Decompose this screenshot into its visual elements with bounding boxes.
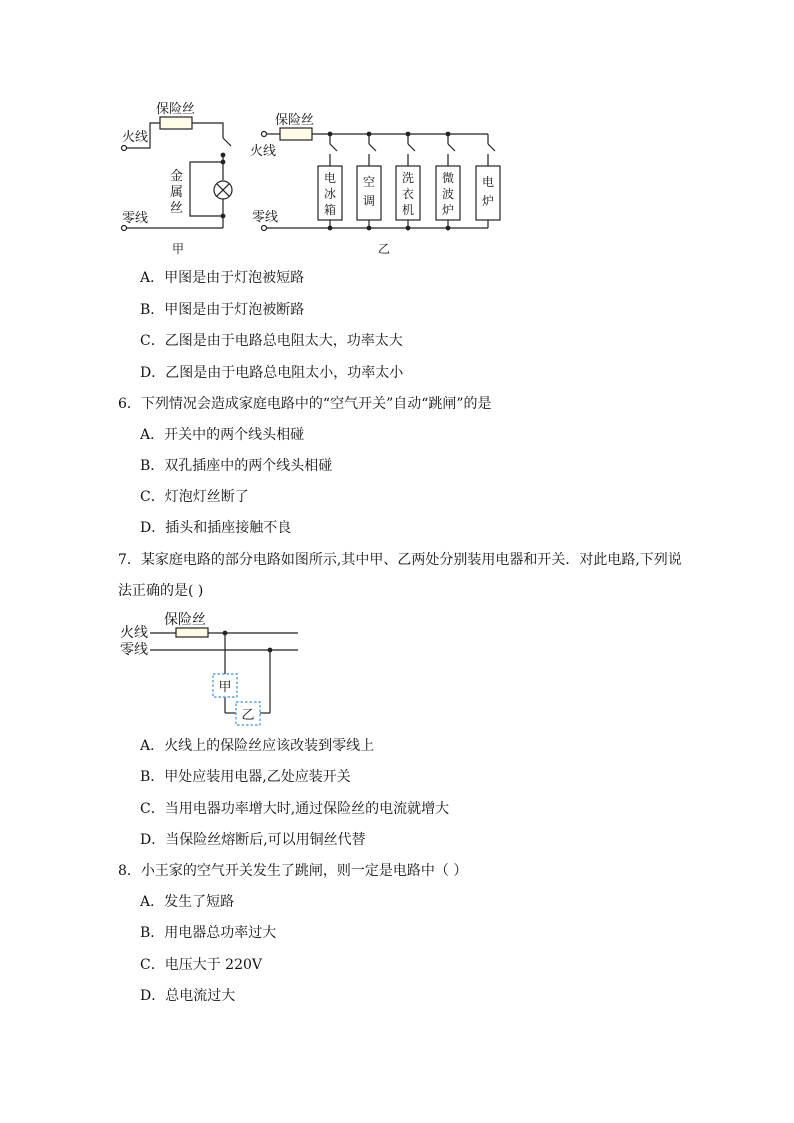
circuit-diagram-jia-yi [0, 0, 794, 270]
q6-option-a: A．开关中的两个线头相碰 [140, 427, 305, 443]
q7-stem-line1: 7．某家庭电路的部分电路如图所示,其中甲、乙两处分别装用电器和开关．对此电路,下列说 [118, 552, 682, 568]
live-label-yi: 火线 [250, 144, 277, 159]
appliance-char: 调 [362, 194, 376, 208]
caption-yi: 乙 [378, 242, 391, 256]
caption-jia: 甲 [172, 242, 185, 256]
q7-option-c: C．当用电器功率增大时,通过保险丝的电流就增大 [140, 801, 450, 817]
appliance-char: 洗 [401, 171, 415, 185]
appliance-char: 箱 [323, 203, 337, 217]
q7-option-a: A．火线上的保险丝应该改装到零线上 [140, 738, 375, 754]
q6-option-c: C．灯泡灯丝断了 [140, 489, 249, 505]
q8-stem: 8．小王家的空气开关发生了跳闸，则一定是电路中（ ） [118, 863, 468, 879]
q8-option-d: D．总电流过大 [140, 988, 236, 1004]
q7-option-b: B．甲处应装用电器,乙处应装开关 [140, 769, 351, 785]
circuit-diagram-q7 [110, 606, 310, 728]
q8-option-a: A．发生了短路 [140, 894, 235, 910]
appliance-char: 炉 [481, 194, 495, 208]
fuse-label-jia: 保险丝 [156, 102, 196, 117]
fuse-label-yi: 保险丝 [275, 113, 315, 128]
appliance-char: 波 [441, 187, 455, 201]
q6-option-b: B．双孔插座中的两个线头相碰 [140, 458, 333, 474]
q7-box-yi-label: 乙 [241, 708, 255, 723]
appliance-char: 衣 [401, 187, 415, 201]
q7-stem-line2: 法正确的是( ) [118, 583, 204, 599]
live-label-jia: 火线 [122, 130, 149, 145]
neutral-label-yi: 零线 [252, 210, 279, 225]
q8-option-b: B．用电器总功率过大 [140, 925, 277, 941]
q7-neutral-label: 零线 [120, 642, 148, 658]
metal-wire-char: 属 [170, 185, 184, 200]
neutral-label-jia: 零线 [122, 211, 149, 226]
appliance-char: 电 [323, 171, 337, 185]
appliance-char: 机 [401, 203, 415, 217]
appliance-char: 空 [362, 175, 376, 189]
appliance-char: 炉 [441, 203, 455, 217]
appliance-char: 微 [441, 171, 455, 185]
q6-stem: 6．下列情况会造成家庭电路中的“空气开关”自动“跳闸”的是 [118, 396, 492, 412]
q7-box-jia-label: 甲 [218, 680, 232, 695]
q5-option-c: C．乙图是由于电路总电阻太大，功率太大 [140, 333, 403, 349]
q7-fuse-label: 保险丝 [164, 612, 206, 628]
q7-live-label: 火线 [120, 625, 148, 641]
q7-option-d: D．当保险丝熔断后,可以用铜丝代替 [140, 832, 366, 848]
appliance-char: 电 [481, 175, 495, 189]
q5-option-a: A．甲图是由于灯泡被短路 [140, 270, 305, 286]
q5-option-d: D．乙图是由于电路总电阻太小，功率太小 [140, 365, 404, 381]
q5-option-b: B．甲图是由于灯泡被断路 [140, 302, 305, 318]
q8-option-c: C．电压大于 220V [140, 957, 262, 973]
q6-option-d: D．插头和插座接触不良 [140, 520, 292, 536]
appliance-char: 冰 [323, 187, 337, 201]
metal-wire-char: 丝 [170, 201, 184, 216]
metal-wire-char: 金 [170, 169, 184, 184]
